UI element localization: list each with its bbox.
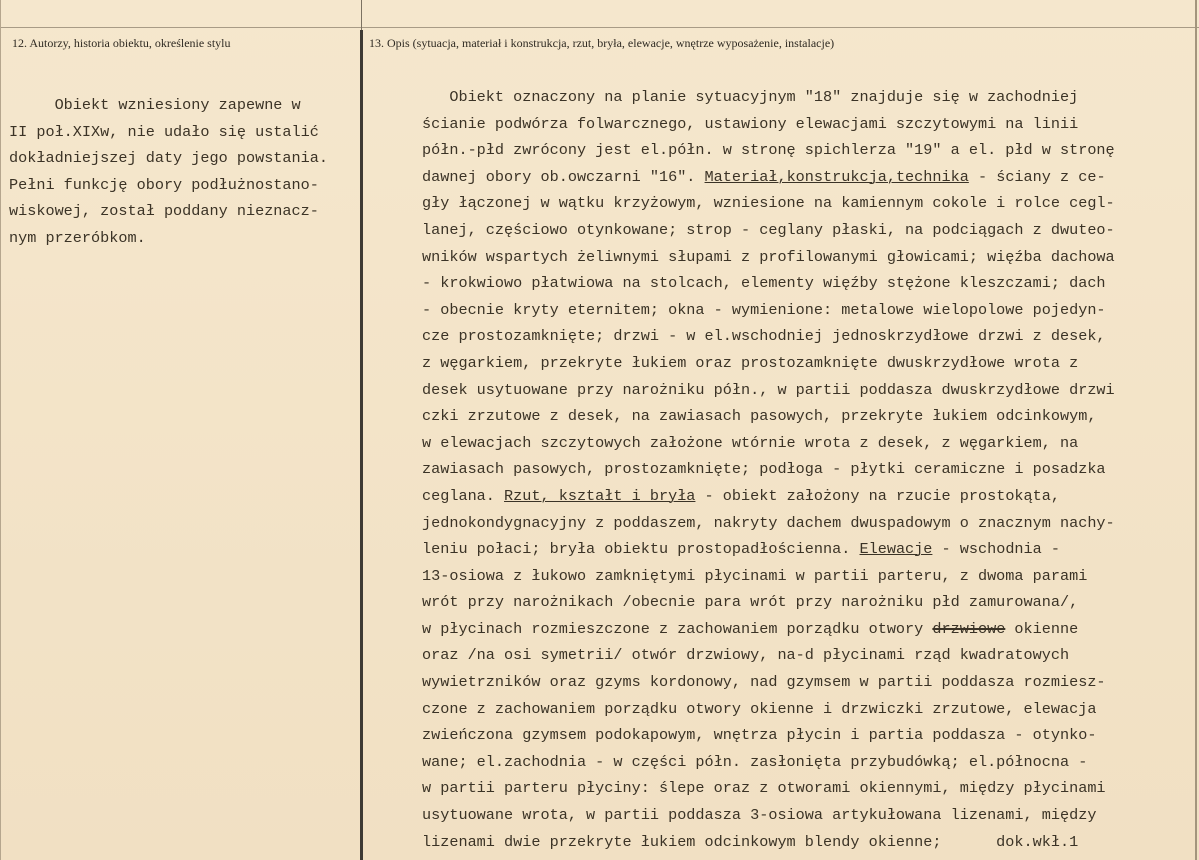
text-segment: ceglana. <box>422 486 505 505</box>
text-segment: półn.-płd zwrócony jest el.półn. w stronę spichlerza "19" a el. płd w stronę <box>422 141 1115 160</box>
text-segment: - ściany z ce- <box>968 167 1106 186</box>
description-line <box>422 403 1115 430</box>
description-line <box>422 722 1115 749</box>
description-text <box>422 84 1115 855</box>
description-line <box>422 217 1115 244</box>
history-line: nym przeróbkom. <box>9 228 146 247</box>
description-line <box>422 669 1115 696</box>
description-line <box>422 802 1115 829</box>
text-segment: w partii parteru płyciny: ślepe oraz z otworami okiennymi, między płycinami <box>422 779 1106 798</box>
text-segment: jednokondygnacyjny z poddaszem, nakryty dachem dwuspadowym o znacznym nachy- <box>422 513 1115 532</box>
text-segment: z węgarkiem, przekryte łukiem oraz prostozamknięte dwuskrzydłowe wrota z <box>422 353 1079 372</box>
underlined-heading: Rzut, kształt i bryła <box>504 486 696 505</box>
description-line <box>422 111 1115 138</box>
description-line <box>422 563 1115 590</box>
description-line <box>422 829 1115 856</box>
text-segment: usytuowane wrota, w partii poddasza 3-osiowa artykułowana lizenami, między <box>422 806 1097 825</box>
text-segment: gły łączonej w wątku krzyżowym, wzniesione na kamiennym cokole i rolce cegl- <box>422 194 1115 213</box>
description-line <box>422 510 1115 537</box>
description-line <box>422 323 1115 350</box>
text-segment: lanej, częściowo otynkowane; strop - ceglany płaski, na podciągach z dwuteo- <box>422 220 1115 239</box>
text-segment: ścianie podwórza folwarcznego, ustawiony elewacjami szczytowymi na linii <box>422 114 1079 133</box>
description-line <box>422 749 1115 776</box>
text-segment: - wschodnia - <box>932 540 1061 559</box>
text-segment: w elewacjach szczytowych założone wtórnie wrota z desek, z węgarkiem, na <box>422 433 1079 452</box>
description-line <box>422 244 1115 271</box>
text-segment: zwieńczona gzymsem podokapowym, wnętrza płycin i partia poddasza - otynko- <box>422 726 1097 745</box>
struck-out-word: drzwiowe <box>932 619 1006 638</box>
description-line <box>422 456 1115 483</box>
left-edge-rule <box>0 0 1 860</box>
text-segment: leniu połaci; bryła obiektu prostopadłościenna. <box>422 540 860 559</box>
right-edge-rule <box>1195 0 1197 860</box>
description-line <box>422 297 1115 324</box>
history-line: Pełni funkcję obory podłużnostano- <box>9 175 319 194</box>
history-text <box>9 92 328 251</box>
text-segment: - obecnie kryty eternitem; okna - wymienione: metalowe wielopolowe pojedyn- <box>422 300 1106 319</box>
description-line <box>422 84 1115 111</box>
history-line: II poł.XIXw, nie udało się ustalić <box>9 122 319 141</box>
text-segment: lizenami dwie przekryte łukiem odcinkowym blendy okienne; dok.wkł.1 <box>422 832 1079 851</box>
history-line: wiskowej, został poddany nieznacz- <box>9 202 319 220</box>
text-segment: 13-osiowa z łukowo zamkniętymi płycinami w partii parteru, z dwoma parami <box>422 566 1088 585</box>
text-segment: desek usytuowane przy narożniku półn., w partii poddasza dwuskrzydłowe drzwi <box>422 380 1115 399</box>
description-line <box>422 696 1115 723</box>
text-segment: wane; el.zachodnia - w części półn. zasłonięta przybudówką; el.północna - <box>422 752 1088 771</box>
history-line: dokładniejszej daty jego powstania. <box>9 149 328 167</box>
header-rule <box>0 27 1199 28</box>
text-segment: wników wspartych żeliwnymi słupami z profilowanymi głowicami; więźba dachowa <box>422 247 1115 266</box>
description-line <box>422 536 1115 563</box>
description-line <box>422 430 1115 457</box>
text-segment: dawnej obory ob.owczarni "16". <box>422 167 705 186</box>
text-segment: w płycinach rozmieszczone z zachowaniem porządku otwory <box>422 619 933 638</box>
text-segment: cze prostozamknięte; drzwi - w el.wschodniej jednoskrzydłowe drzwi z desek, <box>422 327 1106 346</box>
description-line <box>422 377 1115 404</box>
description-line <box>422 137 1115 164</box>
text-segment: - obiekt założony na rzucie prostokąta, <box>695 486 1060 505</box>
description-line <box>422 190 1115 217</box>
text-segment: Obiekt oznaczony na planie sytuacyjnym "18" znajduje się w zachodniej <box>422 88 1079 106</box>
text-segment: zawiasach pasowych, prostozamknięte; podłoga - płytki ceramiczne i posadzka <box>422 460 1106 479</box>
description-line <box>422 589 1115 616</box>
column-divider <box>360 30 363 860</box>
description-line <box>422 642 1115 669</box>
text-segment: oraz /na osi symetrii/ otwór drzwiowy, na-d płycinami rząd kwadratowych <box>422 646 1070 665</box>
description-line <box>422 775 1115 802</box>
text-segment: - krokwiowo płatwiowa na stolcach, elementy więźby stężone kleszczami; dach <box>422 274 1106 293</box>
column-divider-top <box>361 0 362 30</box>
text-segment: okienne <box>1005 619 1079 638</box>
text-segment: czone z zachowaniem porządku otwory okienne i drzwiczki zrzutowe, elewacja <box>422 699 1097 718</box>
underlined-heading: Elewacje <box>859 540 933 559</box>
text-segment: wrót przy narożnikach /obecnie para wrót przy narożniku płd zamurowana/, <box>422 593 1079 612</box>
description-line <box>422 483 1115 510</box>
text-segment: wywietrzników oraz gzyms kordonowy, nad gzymsem w partii poddasza rozmiesz- <box>422 673 1106 692</box>
description-line <box>422 164 1115 191</box>
text-segment: czki zrzutowe z desek, na zawiasach pasowych, przekryte łukiem odcinkowym, <box>422 407 1097 426</box>
section-12-header: 12. Autorzy, historia obiektu, określenie stylu <box>12 36 231 50</box>
underlined-heading: Materiał,konstrukcja,technika <box>704 167 969 186</box>
section-13-header: 13. Opis (sytuacja, materiał i konstrukcja, rzut, bryła, elewacje, wnętrze wyposażenie, instalacje) <box>369 36 835 50</box>
description-line <box>422 350 1115 377</box>
description-line <box>422 616 1115 643</box>
description-line <box>422 270 1115 297</box>
history-line: Obiekt wzniesiony zapewne w <box>9 96 301 114</box>
